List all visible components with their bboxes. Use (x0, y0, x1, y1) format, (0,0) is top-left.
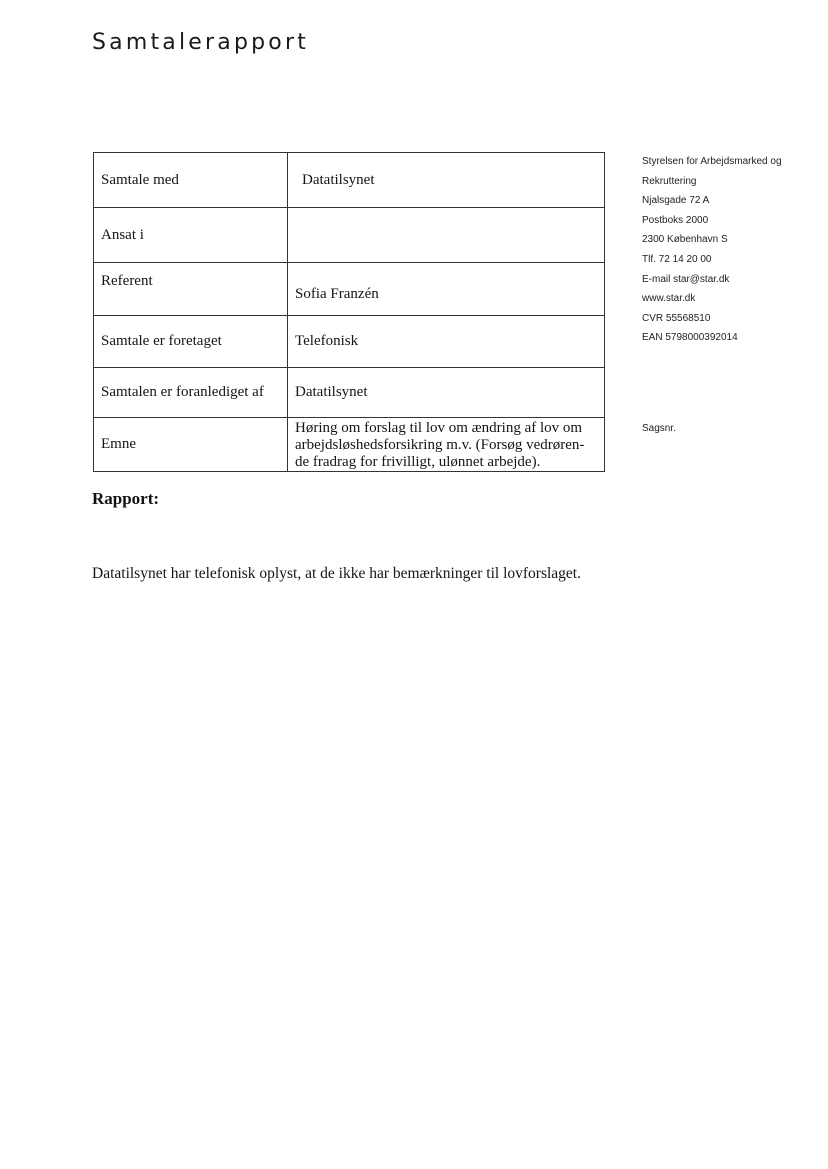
table-row (94, 153, 605, 208)
sender-line: Postboks 2000 (642, 214, 709, 226)
table-row (94, 263, 605, 316)
row-label-referent: Referent (94, 263, 288, 316)
page-title: Samtalerapport (92, 30, 310, 55)
row-label-foretaget: Samtale er foretaget (94, 316, 288, 368)
row-value-foretaget: Telefonisk (288, 316, 605, 368)
row-value-samtale-med: Datatilsynet (288, 153, 605, 208)
report-heading: Rapport: (92, 489, 160, 508)
sender-line: CVR 55568510 (642, 312, 711, 324)
table-row (94, 368, 605, 418)
sender-line: Styrelsen for Arbejdsmarked og (642, 156, 782, 167)
table-row (94, 418, 605, 472)
sender-line: Tlf. 72 14 20 00 (642, 253, 712, 265)
sender-line: E-mail star@star.dk (642, 273, 730, 285)
conversation-info-table (93, 152, 605, 472)
row-value-foranlediget: Datatilsynet (288, 368, 605, 418)
row-label-emne: Emne (94, 418, 288, 472)
sender-line: Rekruttering (642, 175, 697, 187)
row-value-emne (288, 418, 605, 472)
sender-line: 2300 København S (642, 234, 728, 246)
row-value-ansat-i (288, 208, 605, 263)
table-row (94, 208, 605, 263)
sender-address-block (642, 152, 822, 348)
row-label-foranlediget: Samtalen er foranlediget af (94, 368, 288, 418)
emne-line: de fradrag for frivilligt, ulønnet arbejde). (295, 454, 541, 470)
row-value-referent: Sofia Franzén (288, 263, 605, 316)
case-number-label: Sagsnr. (642, 423, 676, 434)
row-label-samtale-med: Samtale med (94, 153, 288, 208)
emne-line: Høring om forslag til lov om ændring af lov om (295, 420, 583, 436)
row-label-ansat-i: Ansat i (94, 208, 288, 263)
sender-line: Njalsgade 72 A (642, 195, 710, 207)
sender-line: EAN 5798000392014 (642, 332, 738, 344)
sender-line: www.star.dk (642, 293, 696, 305)
emne-line: arbejdsløshedsforsikring m.v. (Forsøg vedrøren- (295, 437, 585, 453)
table-row (94, 316, 605, 368)
report-body: Datatilsynet har telefonisk oplyst, at de ikke har bemærkninger til lovforslaget. (92, 565, 581, 582)
